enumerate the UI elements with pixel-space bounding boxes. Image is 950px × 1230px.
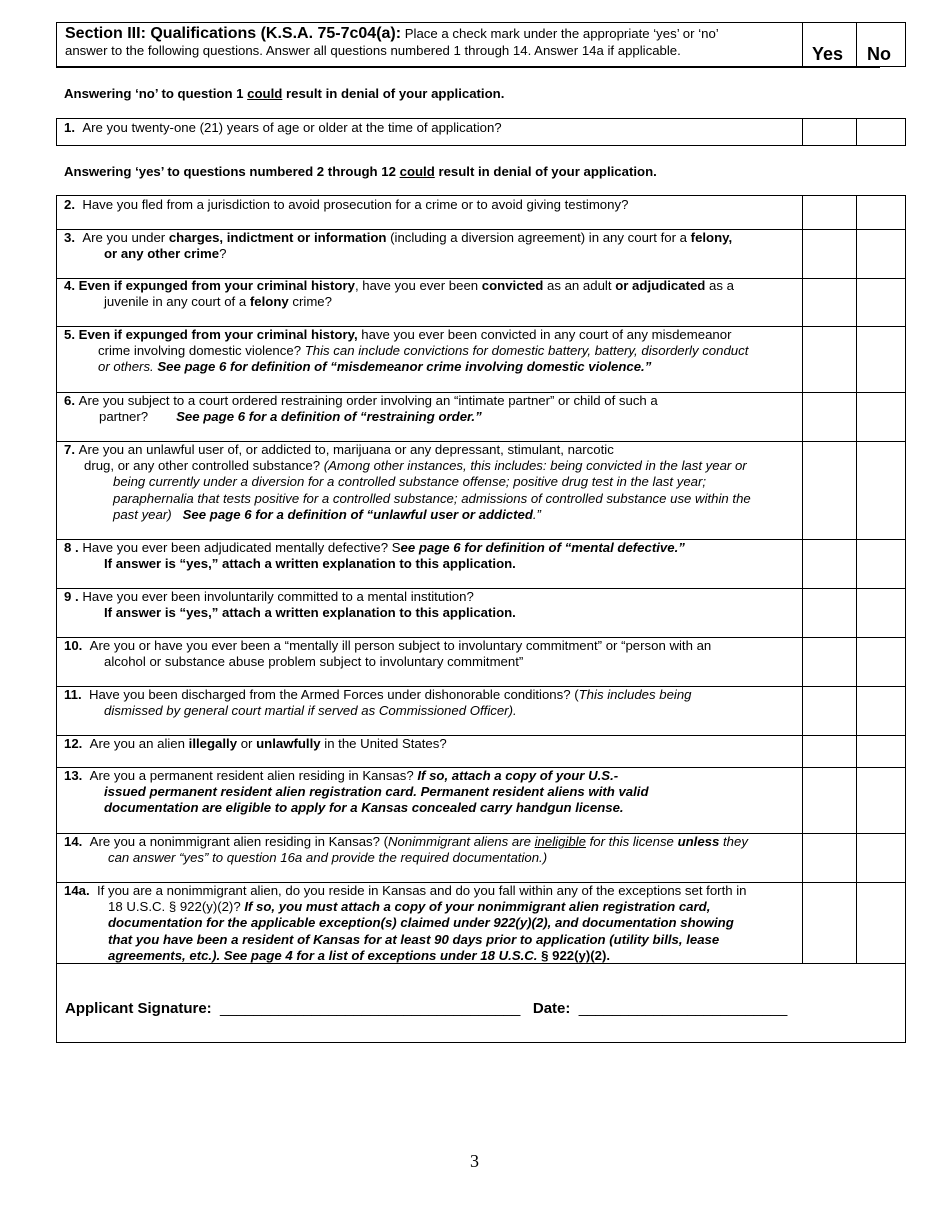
question-1-row	[56, 118, 906, 146]
date-label: Date:	[532, 1000, 571, 1017]
section-title: Section III: Qualifications (K.S.A. 75-7c04(a):	[65, 25, 402, 42]
questions-table	[56, 195, 906, 1043]
question-14: 14. Are you a nonimmigrant alien residing in Kansas? (Nonimmigrant aliens are ineligible for this license unless they can answer “yes” to question 16a and provide the required documentation.)	[64, 834, 748, 866]
q11-yes-checkbox[interactable]	[803, 687, 856, 735]
q9-no-checkbox[interactable]	[857, 589, 905, 637]
q2-yes-checkbox[interactable]	[803, 196, 856, 229]
section-instructions	[65, 25, 805, 59]
question-13: 13. Are you a permanent resident alien residing in Kansas? If so, attach a copy of your U.S.- issued permanent resident alien registration card. Permanent resident aliens with valid documentation are eligible to apply for a Kansas concealed carry handgun license.	[64, 768, 649, 816]
question-8: 8 . Have you ever been adjudicated mentally defective? See page 6 for definition of “mental defective.” If answer is “yes,” attach a written explanation to this application.	[64, 540, 685, 572]
q11-no-checkbox[interactable]	[857, 687, 905, 735]
question-11: 11. Have you been discharged from the Armed Forces under dishonorable conditions? (This includes being dismissed by general court martial if served as Commissioned Officer).	[64, 687, 692, 719]
question-5: 5. Even if expunged from your criminal history, have you ever been convicted in any court of any misdemeanor crime involving domestic violence? This can include convictions for domestic battery, battery, disorderly conduct or others. See page 6 for definition of “misdemeanor crime involving domestic violence.”	[64, 327, 749, 375]
q8-no-checkbox[interactable]	[857, 540, 905, 588]
question-3-text: 3. Are you under charges, indictment or information (including a diversion agreement) in any court for a felony, or any other crime?	[57, 230, 802, 262]
q7-no-checkbox[interactable]	[857, 442, 905, 539]
q3-no-checkbox[interactable]	[857, 230, 905, 278]
q1-no-checkbox[interactable]	[857, 119, 905, 145]
note-question-1: Answering ‘no’ to question 1 could result in denial of your application.	[64, 86, 505, 101]
question-6: 6. Are you subject to a court ordered restraining order involving an “intimate partner” or child of such a partner? See page 6 for a definition of “restraining order.”	[64, 393, 658, 425]
q5-no-checkbox[interactable]	[857, 327, 905, 392]
q6-no-checkbox[interactable]	[857, 393, 905, 441]
question-2: 2. Have you fled from a jurisdiction to avoid prosecution for a crime or to avoid giving testimony?	[64, 197, 629, 212]
q5-yes-checkbox[interactable]	[803, 327, 856, 392]
question-1: 1. Are you twenty-one (21) years of age or older at the time of application?	[64, 120, 502, 135]
q3-yes-checkbox[interactable]	[803, 230, 856, 278]
instruction-line-2: answer to the following questions. Answer all questions numbered 1 through 14. Answer 14a if applicable.	[65, 43, 681, 58]
question-10: 10. Are you or have you ever been a “mentally ill person subject to involuntary commitment” or “person with an alcohol or substance abuse problem subject to involuntary commitment”	[64, 638, 712, 670]
q14-no-checkbox[interactable]	[857, 834, 905, 882]
page-number: 3	[470, 1151, 479, 1171]
question-9: 9 . Have you ever been involuntarily committed to a mental institution? If answer is “yes,” attach a written explanation to this application.	[64, 589, 516, 621]
date-line[interactable]: _________________________	[578, 1000, 788, 1017]
q13-yes-checkbox[interactable]	[803, 768, 856, 833]
question-14a: 14a. If you are a nonimmigrant alien, do you reside in Kansas and do you fall within any of the exceptions set forth in 18 U.S.C. § 922(y)(2)? If so, you must attach a copy of your nonimmigrant alien registration card, documentation for the applicable exception(s) claimed under 922(y)(2), and documentation showing that you have been a resident of Kansas for at least 90 days prior to application (utility bills, lease agreements, etc.). See page 4 for a list of exceptions under 18 U.S.C. § 922(y)(2).	[64, 883, 747, 963]
q9-yes-checkbox[interactable]	[803, 589, 856, 637]
note-questions-2-12: Answering ‘yes’ to questions numbered 2 through 12 could result in denial of your application.	[64, 164, 657, 179]
q14-yes-checkbox[interactable]	[803, 834, 856, 882]
q7-yes-checkbox[interactable]	[803, 442, 856, 539]
q12-yes-checkbox[interactable]	[803, 736, 856, 767]
q12-no-checkbox[interactable]	[857, 736, 905, 767]
instruction-line-1: Place a check mark under the appropriate ‘yes’ or ‘no’	[404, 26, 719, 41]
q10-no-checkbox[interactable]	[857, 638, 905, 686]
yes-header: Yes	[812, 44, 844, 64]
q6-yes-checkbox[interactable]	[803, 393, 856, 441]
no-header: No	[867, 44, 891, 64]
signature-row	[65, 1000, 895, 1017]
question-4: 4. Even if expunged from your criminal history, have you ever been convicted as an adult or adjudicated as a juvenile in any court of a felony crime?	[64, 278, 734, 310]
q8-yes-checkbox[interactable]	[803, 540, 856, 588]
q13-no-checkbox[interactable]	[857, 768, 905, 833]
question-12: 12. Are you an alien illegally or unlawfully in the United States?	[64, 736, 447, 751]
q4-yes-checkbox[interactable]	[803, 279, 856, 326]
signature-label: Applicant Signature:	[65, 1000, 212, 1017]
q1-yes-checkbox[interactable]	[803, 119, 856, 145]
q4-no-checkbox[interactable]	[857, 279, 905, 326]
q14a-yes-checkbox[interactable]	[803, 883, 856, 963]
signature-line[interactable]: ____________________________________	[220, 1000, 521, 1017]
q2-no-checkbox[interactable]	[857, 196, 905, 229]
question-7: 7. Are you an unlawful user of, or addicted to, marijuana or any depressant, stimulant, narcotic drug, or any other controlled substance? (Among other instances, this includes: being convicted in the last year or being currently under a diversion for a controlled substance offense; positive drug test in the last year; paraphernalia that tests positive for a controlled substance; admissions of controlled substance use within the past year) See page 6 for a definition of “unlawful user or addicted.”	[64, 442, 751, 522]
q10-yes-checkbox[interactable]	[803, 638, 856, 686]
q14a-no-checkbox[interactable]	[857, 883, 905, 963]
section-header	[56, 22, 906, 67]
